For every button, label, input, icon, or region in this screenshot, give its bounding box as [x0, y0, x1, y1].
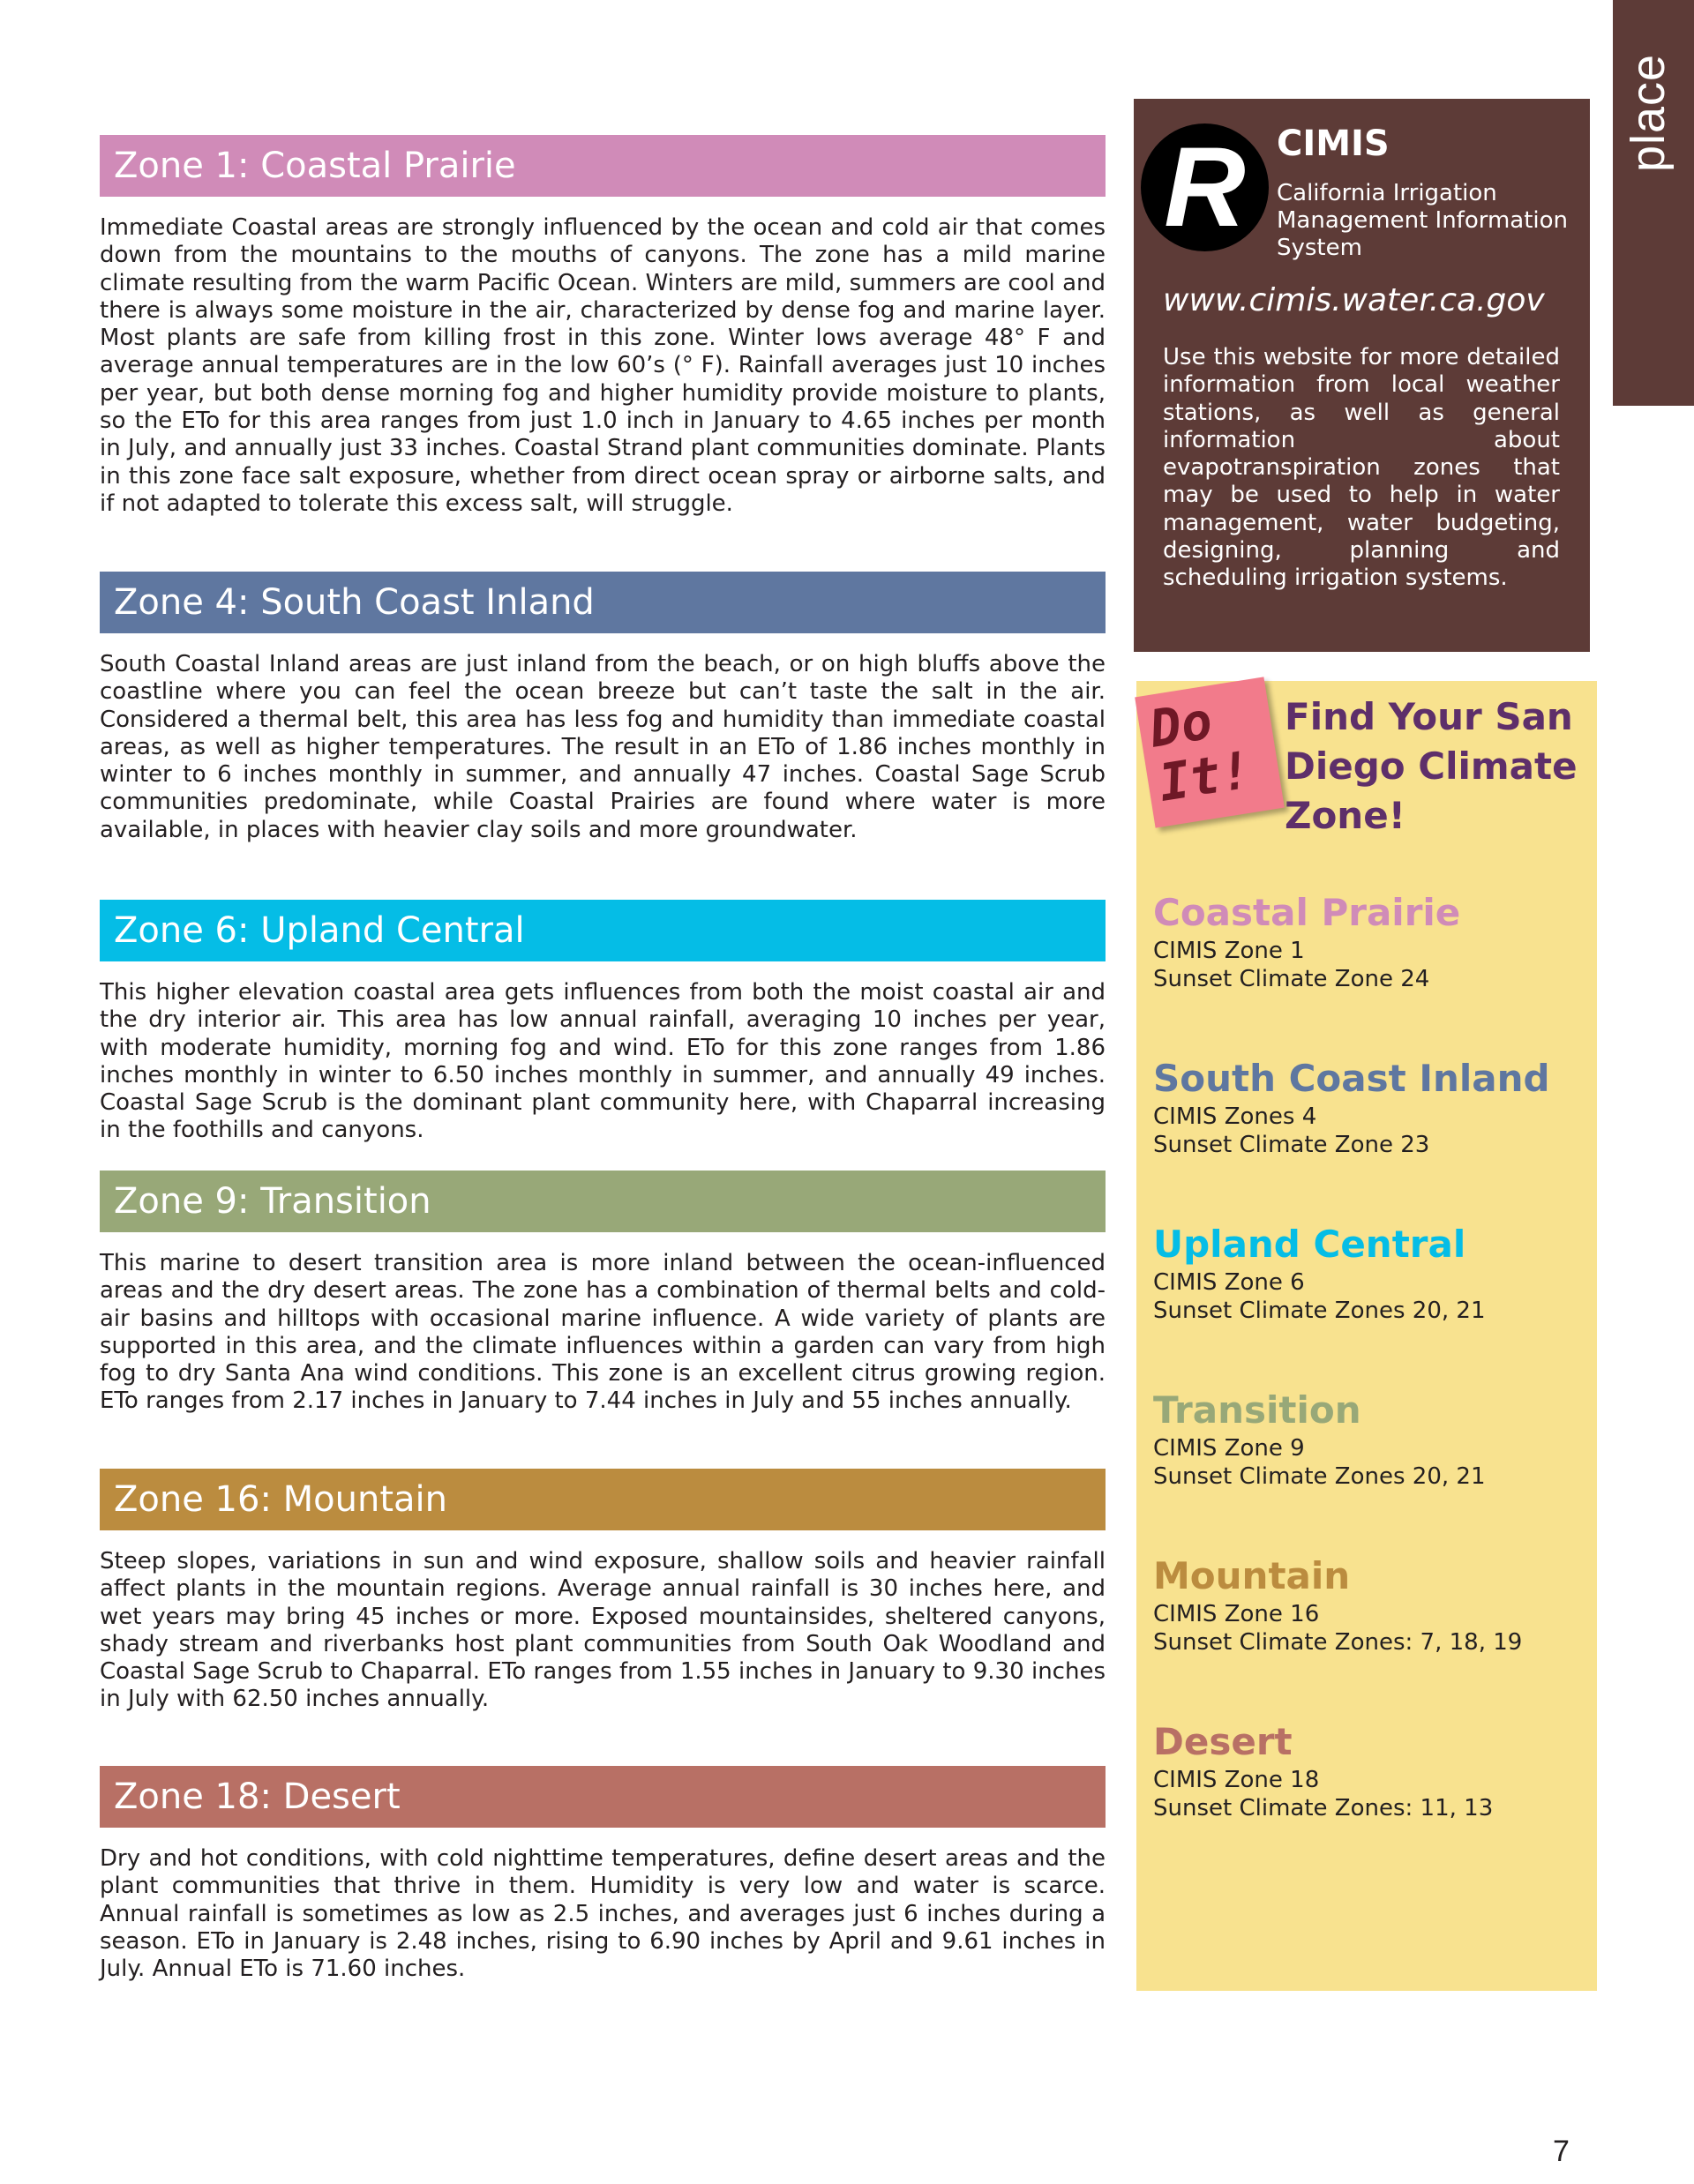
sunset-zone: Sunset Climate Zones: 11, 13: [1153, 1794, 1494, 1821]
cimis-subtitle: California Irrigation Management Information System: [1277, 180, 1569, 261]
zone-section-18: [100, 1766, 1106, 1983]
climate-zone-entry: [1153, 1552, 1577, 1657]
section-tab-label: place: [1622, 53, 1675, 172]
cimis-zone: CIMIS Zone 16: [1153, 1601, 1320, 1627]
cimis-zone: CIMIS Zone 6: [1153, 1269, 1305, 1296]
zone-section-6: [100, 900, 1106, 1145]
zone-heading: Zone 9: Transition: [100, 1171, 1106, 1232]
zone-description: Immediate Coastal areas are strongly influenced by the ocean and cold air that comes down from the mountains to the mouths of canyons. The zone has a mild marine climate resulting from the warm Pacific Ocean. Winters are mild, summers are cool and there is always some moisture in the air, characterized by dense fog and marine layer. Most plants are safe from killing frost in this zone. Winter lows average 48° F and average annual temperatures are in the low 60’s (° F). Rainfall averages just 10 inches per year, but both dense morning fog and higher humidity provide moisture to plants, so the ETo for this area ranges from just 1.0 inch in January to 4.65 inches per month in July, and annually just 33 inches. Coastal Strand plant communities dominate. Plants in this zone face salt exposure, whether from direct ocean spray or airborne salts, and if not adapted to tolerate this excess salt, will struggle.: [100, 214, 1106, 517]
sunset-zone: Sunset Climate Zones 20, 21: [1153, 1297, 1486, 1324]
sunset-zone: Sunset Climate Zone 23: [1153, 1131, 1430, 1158]
cimis-logo: R: [1141, 123, 1269, 251]
zone-section-1: [100, 135, 1106, 518]
sunset-zone: Sunset Climate Zones 20, 21: [1153, 1462, 1486, 1490]
climate-zone-entry: [1153, 888, 1577, 993]
zone-description: This higher elevation coastal area gets influences from both the moist coastal air and the dry interior air. This area has low annual rainfall, averaging 10 inches per year, with moderate humidity, morning fog and wind. ETo for this zone ranges from 1.86 inches monthly in winter to 6.50 inches monthly in summer, and annually 49 inches. Coastal Sage Scrub is the dominant plant community here, with Chaparral increasing in the foothills and canyons.: [100, 979, 1106, 1144]
climate-zone-name: Transition: [1153, 1388, 1361, 1432]
climate-zone-name: Mountain: [1153, 1554, 1351, 1597]
cimis-title: CIMIS: [1277, 123, 1390, 164]
climate-zone-name: South Coast Inland: [1153, 1057, 1550, 1100]
do-it-line-1: Do: [1145, 690, 1217, 759]
zone-section-4: [100, 572, 1106, 844]
climate-zone-entry: [1153, 1054, 1577, 1159]
cimis-zone: CIMIS Zone 1: [1153, 938, 1305, 964]
zone-heading: Zone 1: Coastal Prairie: [100, 135, 1106, 197]
climate-zone-entry: [1153, 1386, 1577, 1491]
find-zone-title: Find Your San Diego Climate Zone!: [1285, 695, 1578, 837]
cimis-info-box: [1134, 99, 1590, 652]
zone-heading: Zone 16: Mountain: [100, 1469, 1106, 1530]
sunset-zone: Sunset Climate Zone 24: [1153, 965, 1430, 992]
climate-zone-name: Desert: [1153, 1720, 1293, 1763]
zone-section-9: [100, 1171, 1106, 1416]
cimis-zone: CIMIS Zone 9: [1153, 1435, 1305, 1462]
page-number: 7: [1553, 2135, 1570, 2168]
zone-description: Dry and hot conditions, with cold nighttime temperatures, define desert areas and the plant communities that thrive in them. Humidity is very low and water is scarce. Annual rainfall is sometimes as low as 2.5 inches, and averages just 6 inches during a season. ETo in January is 2.48 inches, rising to 6.90 inches by April and 9.61 inches in July. Annual ETo is 71.60 inches.: [100, 1845, 1106, 1983]
zone-section-16: [100, 1469, 1106, 1714]
cimis-zone: CIMIS Zone 18: [1153, 1767, 1320, 1793]
do-it-line-2: It!: [1154, 739, 1256, 813]
zone-description: This marine to desert transition area is more inland between the ocean-influenced areas and the dry desert areas. The zone has a combination of thermal belts and cold-air basins and hilltops with occasional marine influence. A wide variety of plants are supported in this area, and the climate influences within a garden can vary from high fog to dry Santa Ana wind conditions. This zone is an excellent citrus growing region. ETo ranges from 2.17 inches in January to 7.44 inches in July and 55 inches annually.: [100, 1250, 1106, 1415]
climate-zone-name: Upland Central: [1153, 1223, 1466, 1266]
climate-zone-entry: [1153, 1220, 1577, 1325]
zone-description: South Coastal Inland areas are just inland from the beach, or on high bluffs above the coastline where you can feel the ocean breeze but can’t taste the salt in the air. Considered a thermal belt, this area has less fog and humidity than immediate coastal areas, as well as higher temperatures. The result in an ETo of 1.86 inches monthly in winter to 6 inches monthly in summer, and annually 47 inches. Coastal Sage Scrub communities predominate, while Coastal Prairies are found where water is more available, in places with heavier clay soils and more groundwater.: [100, 651, 1106, 843]
do-it-label: [1146, 684, 1277, 811]
zone-heading: Zone 18: Desert: [100, 1766, 1106, 1828]
zone-heading: Zone 4: South Coast Inland: [100, 572, 1106, 633]
cimis-description: Use this website for more detailed information from local weather stations, as well as general information about evapotranspiration zones that may be used to help in water management, water budgeting, designing, planning and scheduling irrigation systems.: [1163, 344, 1560, 592]
cimis-website-link[interactable]: www.cimis.water.ca.gov: [1163, 282, 1545, 318]
cimis-zone: CIMIS Zones 4: [1153, 1103, 1317, 1130]
sunset-zone: Sunset Climate Zones: 7, 18, 19: [1153, 1628, 1523, 1656]
zone-description: Steep slopes, variations in sun and wind exposure, shallow soils and heavier rainfall affect plants in the mountain regions. Average annual rainfall is 30 inches here, and wet years may bring 45 inches or more. Exposed mountainsides, sheltered canyons, shady stream and riverbanks host plant communities from South Oak Woodland and Coastal Sage Scrub to Chaparral. ETo ranges from 1.55 inches in January to 9.30 inches in July with 62.50 inches annually.: [100, 1548, 1106, 1713]
climate-zone-name: Coastal Prairie: [1153, 891, 1461, 934]
climate-zone-entry: [1153, 1717, 1577, 1822]
do-it-sticky-note: [1135, 677, 1285, 827]
zone-heading: Zone 6: Upland Central: [100, 900, 1106, 961]
